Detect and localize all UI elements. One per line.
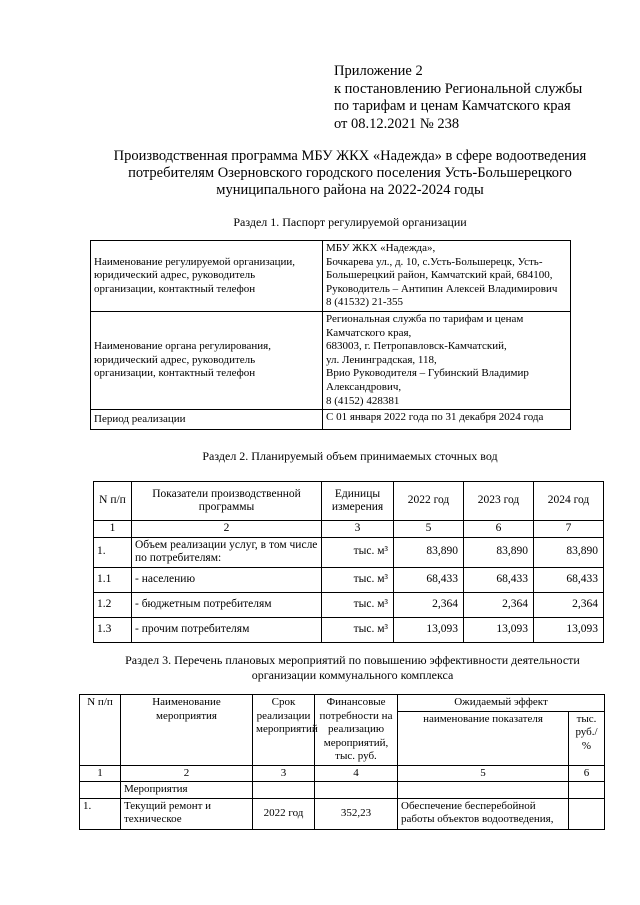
- value-line: ул. Ленинградская, 118,: [326, 353, 437, 366]
- header-unit: Единицы измерения: [322, 482, 394, 521]
- col-number: 2: [121, 765, 253, 782]
- header-measure-name: Наименование мероприятия: [121, 695, 253, 766]
- col-number: 7: [534, 521, 604, 538]
- row-num: 1.: [80, 798, 121, 829]
- column-numbers-row: [80, 765, 605, 782]
- value-line: Большерецкий район, Камчатский край, 684100,: [326, 269, 553, 282]
- row-value-2024: 68,433: [534, 567, 604, 592]
- header-2022: 2022 год: [394, 482, 464, 521]
- document-title: [90, 148, 610, 199]
- row-name: - бюджетным потребителям: [132, 592, 322, 617]
- row-value-2024: 2,364: [534, 592, 604, 617]
- table-header-row: [80, 695, 605, 712]
- empty-cell: [569, 782, 605, 799]
- col-number: 4: [315, 765, 398, 782]
- row-num: 1.: [94, 537, 132, 567]
- measures-table: [79, 694, 605, 830]
- col-number: 3: [322, 521, 394, 538]
- value-line: Камчатского края,: [326, 326, 412, 339]
- row-name: - прочим потребителям: [132, 617, 322, 642]
- row-name: - населению: [132, 567, 322, 592]
- empty-cell: [315, 782, 398, 799]
- row-value-2023: 68,433: [464, 567, 534, 592]
- title-line: муниципального района на 2022-2024 годы: [216, 182, 484, 198]
- row-indicator: Обеспечение бесперебойной работы объектов водоотведения,: [398, 798, 569, 829]
- table-row: [91, 311, 571, 409]
- row-unit: тыс. м³: [322, 592, 394, 617]
- section2-title-text: Раздел 2. Планируемый объем принимаемых сточных вод: [202, 449, 498, 463]
- value-line: С 01 января 2022 года по 31 декабря 2024 года: [326, 411, 544, 424]
- row-unit: тыс. м³: [322, 617, 394, 642]
- value-line: Руководитель – Антипин Алексей Владимирович: [326, 282, 558, 295]
- table-row: [94, 537, 604, 567]
- appendix-line: от 08.12.2021 № 238: [334, 115, 460, 132]
- volume-table: [93, 481, 604, 643]
- col-number: 6: [464, 521, 534, 538]
- section3-title: [80, 653, 625, 683]
- table-row: [94, 592, 604, 617]
- passport-label: Период реализации: [91, 410, 323, 430]
- table-header-row: [94, 482, 604, 521]
- title-line: Производственная программа МБУ ЖКХ «Надежда» в сфере водоотведения: [113, 148, 587, 164]
- table-row: [94, 567, 604, 592]
- value-line: 8 (4152) 428381: [326, 394, 400, 407]
- passport-label: Наименование регулируемой организации, юридический адрес, руководитель организации, контактный телефон: [91, 241, 323, 312]
- row-value-2024: 13,093: [534, 617, 604, 642]
- value-line: 683003, г. Петропавловск-Камчатский,: [326, 340, 507, 353]
- appendix-line: к постановлению Региональной службы: [334, 80, 583, 97]
- header-expected-effect: Ожидаемый эффект: [398, 695, 605, 712]
- header-finance: Финансовые потребности на реализацию мероприятий, тыс. руб.: [315, 695, 398, 766]
- row-num: 1.2: [94, 592, 132, 617]
- header-num: N п/п: [80, 695, 121, 766]
- row-value-2022: 2,364: [394, 592, 464, 617]
- passport-value: [323, 410, 571, 430]
- header-num: N п/п: [94, 482, 132, 521]
- table-row: [91, 410, 571, 430]
- col-number: 1: [80, 765, 121, 782]
- passport-label: Наименование органа регулирования, юридический адрес, руководитель организации, контактный телефон: [91, 311, 323, 409]
- appendix-line: по тарифам и ценам Камчатского края: [334, 98, 571, 114]
- col-number: 6: [569, 765, 605, 782]
- value-line: 8 (41532) 21-355: [326, 296, 403, 309]
- group-label: Мероприятия: [121, 782, 253, 799]
- row-value-2023: 13,093: [464, 617, 534, 642]
- row-num: 1.3: [94, 617, 132, 642]
- group-row: [80, 782, 605, 799]
- value-line: Бочкарева ул., д. 10, с.Усть-Большерецк, Усть-: [326, 255, 543, 268]
- header-term: Срок реализации мероприятий: [253, 695, 315, 766]
- table-row: [91, 241, 571, 312]
- header-rub: тыс. руб./ %: [569, 711, 605, 765]
- column-numbers-row: [94, 521, 604, 538]
- row-value-2022: 83,890: [394, 537, 464, 567]
- col-number: 1: [94, 521, 132, 538]
- section3-title-line: организации коммунального комплекса: [251, 668, 454, 682]
- value-line: Врио Руководителя – Губинский Владимир: [326, 367, 529, 380]
- header-indicator: наименование показателя: [398, 711, 569, 765]
- appendix-line: Приложение 2: [334, 63, 423, 79]
- row-term: 2022 год: [253, 798, 315, 829]
- row-num: 1.1: [94, 567, 132, 592]
- header-2023: 2023 год: [464, 482, 534, 521]
- section3-title-line: Раздел 3. Перечень плановых мероприятий по повышению эффективности деятельности: [125, 653, 580, 667]
- value-line: Александрович,: [326, 380, 402, 393]
- value-line: МБУ ЖКХ «Надежда»,: [326, 242, 436, 254]
- col-number: 5: [398, 765, 569, 782]
- row-unit: тыс. м³: [322, 567, 394, 592]
- empty-cell: [398, 782, 569, 799]
- row-value-2022: 13,093: [394, 617, 464, 642]
- row-value-2022: 68,433: [394, 567, 464, 592]
- section1-title-text: Раздел 1. Паспорт регулируемой организации: [233, 215, 467, 229]
- passport-value: [323, 311, 571, 409]
- passport-value: [323, 241, 571, 312]
- section1-title: [90, 215, 610, 230]
- row-unit: тыс. м³: [322, 537, 394, 567]
- col-number: 3: [253, 765, 315, 782]
- row-value-2024: 83,890: [534, 537, 604, 567]
- section2-title: [90, 449, 610, 464]
- title-line: потребителям Озерновского городского поселения Усть-Большерецкого: [128, 165, 572, 181]
- header-2024: 2024 год: [534, 482, 604, 521]
- row-finance: 352,23: [315, 798, 398, 829]
- empty-cell: [253, 782, 315, 799]
- row-value-2023: 2,364: [464, 592, 534, 617]
- row-rub: [569, 798, 605, 829]
- row-value-2023: 83,890: [464, 537, 534, 567]
- empty-cell: [80, 782, 121, 799]
- appendix-header: [334, 63, 582, 133]
- header-indicator: Показатели производственной программы: [132, 482, 322, 521]
- row-measure-name: Текущий ремонт и техническое: [121, 798, 253, 829]
- table-row: [80, 798, 605, 829]
- row-name: Объем реализации услуг, в том числе по потребителям:: [132, 537, 322, 567]
- col-number: 2: [132, 521, 322, 538]
- table-row: [94, 617, 604, 642]
- passport-table: [90, 240, 571, 430]
- col-number: 5: [394, 521, 464, 538]
- value-line: Региональная служба по тарифам и ценам: [326, 312, 524, 325]
